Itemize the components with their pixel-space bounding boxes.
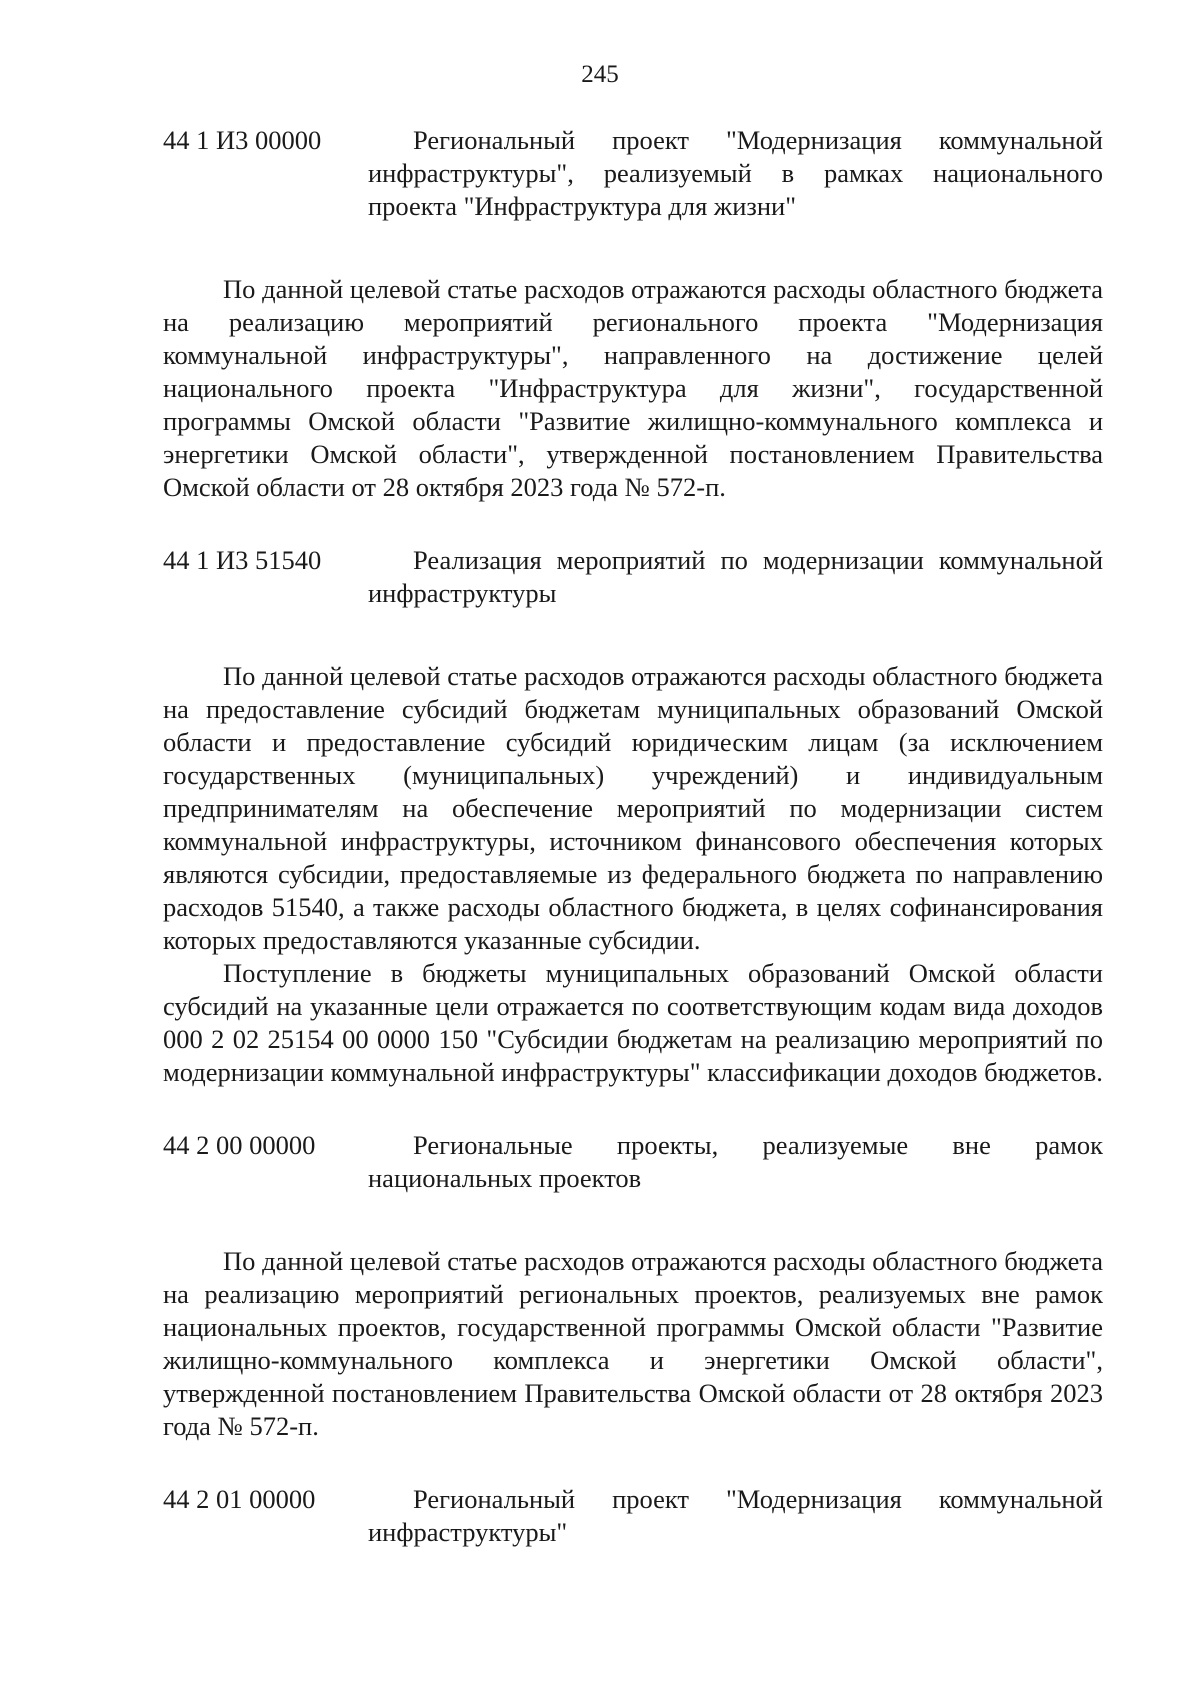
entry-title: Региональный проект "Модернизация коммунальной инфраструктуры", реализуемый в рамках национального проекта "Инфраструктура для жизни" — [368, 125, 1103, 221]
body-paragraph: Поступление в бюджеты муниципальных образований Омской области субсидий на указанные цели отражается по соответствующим кодам вида доходов 000 2 02 25154 00 0000 150 "Субсидии бюджетам на реализацию мероприятий по модернизации коммунальной инфраструктуры" классификации доходов бюджетов. — [163, 958, 1103, 1087]
entry-code: 44 2 00 00000 — [163, 1130, 316, 1160]
page-number: 245 — [581, 61, 619, 88]
body-paragraph: По данной целевой статье расходов отражаются расходы областного бюджета на предоставление субсидий бюджетам муниципальных образований Омской области и предоставление субсидий юридическим лицам (за исключением государственных (муниципальных) учреждений) и индивидуальным предпринимателям на обеспечение мероприятий по модернизации систем коммунальной инфраструктуры, источником финансового обеспечения которых являются субсидии, предоставляемые из федерального бюджета по направлению расходов 51540, а также расходы областного бюджета, в целях софинансирования которых предоставляются указанные субсидии. — [163, 661, 1103, 955]
budget-entry — [163, 544, 1103, 610]
entry-code: 44 1 И3 00000 — [163, 125, 322, 155]
entry-title: Региональные проекты, реализуемые вне рамок национальных проектов — [368, 1130, 1103, 1193]
budget-entry — [163, 124, 1103, 223]
entry-title: Реализация мероприятий по модернизации коммунальной инфраструктуры — [368, 545, 1103, 608]
entry-code: 44 2 01 00000 — [163, 1484, 316, 1514]
entry-title: Региональный проект "Модернизация коммунальной инфраструктуры" — [368, 1484, 1103, 1547]
body-paragraph: По данной целевой статье расходов отражаются расходы областного бюджета на реализацию мероприятий региональных проектов, реализуемых вне рамок национальных проектов, государственной программы Омской области "Развитие жилищно-коммунального комплекса и энергетики Омской области", утвержденной постановлением Правительства Омской области от 28 октября 2023 года № 572-п. — [163, 1246, 1103, 1441]
budget-entry — [163, 1129, 1103, 1195]
document-body — [163, 124, 1103, 1549]
body-paragraph: По данной целевой статье расходов отражаются расходы областного бюджета на реализацию мероприятий регионального проекта "Модернизация коммунальной инфраструктуры", направленного на достижение целей национального проекта "Инфраструктура для жизни", государственной программы Омской области "Развитие жилищно-коммунального комплекса и энергетики Омской области", утвержденной постановлением Правительства Омской области от 28 октября 2023 года № 572-п. — [163, 274, 1103, 502]
budget-entry — [163, 1483, 1103, 1549]
entry-code: 44 1 И3 51540 — [163, 545, 322, 575]
